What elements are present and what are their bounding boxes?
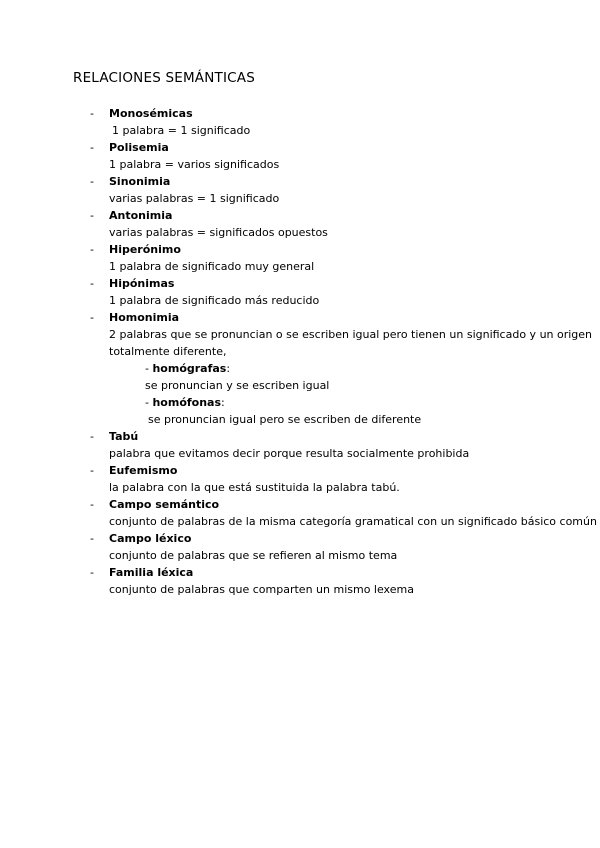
subterm-list <box>109 360 600 428</box>
subterm-definition: se pronuncian igual pero se escriben de diferente <box>148 413 422 426</box>
subterm-heading <box>145 360 600 377</box>
term-item-hiponimas <box>0 275 600 309</box>
subterm-colon: : <box>221 396 225 409</box>
term-definition: palabra que evitamos decir porque resulta socialmente prohibida <box>109 447 470 460</box>
term-name: Tabú <box>109 430 139 443</box>
term-definition: varias palabras = significados opuestos <box>109 226 328 239</box>
term-item-eufemismo <box>0 462 600 496</box>
bullet-dash: - <box>90 209 94 222</box>
term-name: Monosémicas <box>109 107 193 120</box>
term-definition: 1 palabra = 1 significado <box>112 124 251 137</box>
term-name: Hipónimas <box>109 277 175 290</box>
bullet-dash: - <box>90 175 94 188</box>
term-name: Antonimia <box>109 209 173 222</box>
term-name: Homonimia <box>109 311 180 324</box>
subterm-name: homófonas <box>152 396 222 409</box>
subterm-dash: - <box>145 362 153 375</box>
bullet-dash: - <box>90 243 94 256</box>
term-name: Familia léxica <box>109 566 194 579</box>
term-definition: varias palabras = 1 significado <box>109 192 280 205</box>
term-item-monosemicas <box>0 105 600 139</box>
bullet-dash: - <box>90 311 94 324</box>
subterm-dash: - <box>145 396 153 409</box>
term-name: Polisemia <box>109 141 169 154</box>
term-definition: conjunto de palabras que comparten un mismo lexema <box>109 583 414 596</box>
term-name: Sinonimia <box>109 175 171 188</box>
term-item-campo-lexico <box>0 530 600 564</box>
bullet-dash: - <box>90 566 94 579</box>
term-item-tabu <box>0 428 600 462</box>
subterm-definition: se pronuncian y se escriben igual <box>145 379 330 392</box>
term-name: Campo semántico <box>109 498 220 511</box>
subterm-item-homografas <box>109 360 600 394</box>
term-item-campo-semantico <box>0 496 600 530</box>
bullet-dash: - <box>90 464 94 477</box>
term-definition: conjunto de palabras que se refieren al mismo tema <box>109 549 398 562</box>
term-name: Campo léxico <box>109 532 192 545</box>
bullet-dash: - <box>90 277 94 290</box>
term-item-familia-lexica <box>0 564 600 598</box>
term-item-hiperonimo <box>0 241 600 275</box>
term-definition: la palabra con la que está sustituida la palabra tabú. <box>109 481 400 494</box>
term-item-homonimia <box>0 309 600 428</box>
bullet-dash: - <box>90 141 94 154</box>
term-name: Hiperónimo <box>109 243 181 256</box>
subterm-colon: : <box>226 362 231 375</box>
bullet-dash: - <box>90 107 94 120</box>
page-title: RELACIONES SEMÁNTICAS <box>73 70 256 86</box>
term-definition: 1 palabra de significado muy general <box>109 260 315 273</box>
term-definition: 1 palabra = varios significados <box>109 158 280 171</box>
bullet-dash: - <box>90 430 94 443</box>
bullet-dash: - <box>90 532 94 545</box>
term-item-sinonimia <box>0 173 600 207</box>
subterm-heading <box>145 394 600 411</box>
term-name: Eufemismo <box>109 464 178 477</box>
subterm-name: homógrafas <box>152 362 227 375</box>
term-definition: 1 palabra de significado más reducido <box>109 294 320 307</box>
term-item-antonimia <box>0 207 600 241</box>
bullet-dash: - <box>90 498 94 511</box>
term-item-polisemia <box>0 139 600 173</box>
subterm-item-homofonas <box>109 394 600 428</box>
term-definition: 2 palabras que se pronuncian o se escriben igual pero tienen un significado y un origen totalmente diferente, <box>109 328 593 358</box>
term-list <box>0 105 600 598</box>
term-definition: conjunto de palabras de la misma categoría gramatical con un significado básico común <box>109 515 597 528</box>
